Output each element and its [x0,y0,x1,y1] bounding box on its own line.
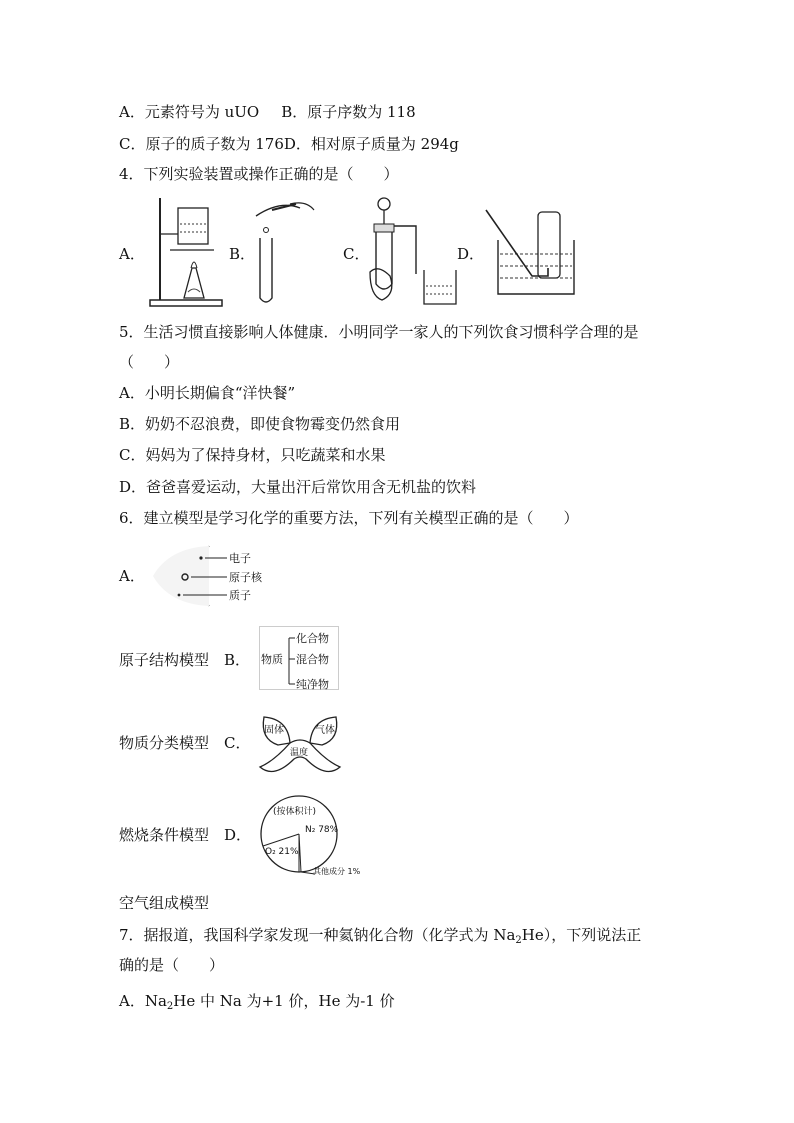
q6-stem: 6．建立模型是学习化学的重要方法，下列有关模型正确的是（ ） [119,509,579,527]
q5-stem: 5．生活习惯直接影响人体健康．小明同学一家人的下列饮食习惯科学合理的是 [119,323,639,341]
q4-figure-d-gas-collection-icon [482,204,580,300]
q6-b-root: 物质 [261,653,283,666]
q6-a-electron-label: 电子 [229,552,251,565]
q6-d-other-label: 其他成分 1% [313,867,361,876]
q6-label-a: A． [119,567,145,585]
q7-stem-pre: 7．据报道，我国科学家发现一种氦钠化合物（化学式为 Na [119,926,516,944]
q4-figure-a-distillation-icon [148,194,226,310]
q3-option-b: B．原子序数为 118 [281,103,416,121]
q6-d-o2-label: O₂ 21% [265,847,299,857]
q6-figure-a-atom-model [145,540,267,612]
q6-c-temp-label: 温度 [290,748,309,758]
q6-a-proton-label: 质子 [229,589,251,602]
q3-option-a: A．元素符号为 uUO [119,103,260,121]
q5-option-c: C．妈妈为了保持身材，只吃蔬菜和水果 [119,446,386,464]
q5-option-d: D．爸爸喜爱运动，大量出汗后常饮用含无机盐的饮料 [119,478,477,496]
q4-label-a: A． [119,245,145,263]
q4-stem: 4．下列实验装置或操作正确的是（ ） [119,165,399,183]
q5-option-b: B．奶奶不忍浪费，即使食物霉变仍然食用 [119,415,401,433]
q6-figure-b-classification [259,626,339,690]
q4-label-d: D． [457,245,485,263]
q7-option-a-sub: 2 [166,1001,174,1012]
q6-caption-a-label-b: 原子结构模型 B． [119,651,251,669]
q6-caption-c-label-d: 燃烧条件模型 D． [119,826,252,844]
q6-d-n2-label: N₂ 78% [305,825,339,835]
q4-figure-c-gas-apparatus-icon [364,194,464,310]
q6-b-item-1: 化合物 [296,632,329,645]
q6-d-title: (按体积计) [273,807,317,817]
q4-label-b: B． [229,245,256,263]
q6-a-nucleus-label: 原子核 [229,571,262,584]
q6-b-item-2: 混合物 [296,653,329,666]
q5-option-a: A．小明长期偏食“洋快餐” [119,384,296,402]
q6-c-gas-label: 气体 [315,725,335,736]
q4-figure-b-test-tube-icon [250,194,322,310]
q7-stem-cont: 确的是（ ） [119,956,225,974]
q7-option-a [119,991,395,1017]
q6-c-solid-label: 固体 [264,725,284,736]
q3-options-ab [119,102,416,122]
q6-figure-d-air-composition-pie [255,790,373,886]
q7-option-a-post: He 中 Na 为+1 价，He 为-1 价 [173,992,395,1010]
q4-label-c: C． [343,245,370,263]
q6-b-item-3: 纯净物 [296,678,329,690]
q6-figure-c-combustion [256,703,344,783]
q3-option-cd: C．原子的质子数为 176D．相对原子质量为 294g [119,135,459,153]
q6-caption-b-label-c: 物质分类模型 C． [119,734,251,752]
q7-stem [119,925,641,951]
q6-caption-d: 空气组成模型 [119,894,210,912]
q7-option-a-pre: A．Na [119,992,167,1010]
q7-stem-post: He），下列说法正 [521,926,642,944]
q5-stem-cont: （ ） [119,353,180,371]
q7-stem-sub: 2 [515,935,522,946]
